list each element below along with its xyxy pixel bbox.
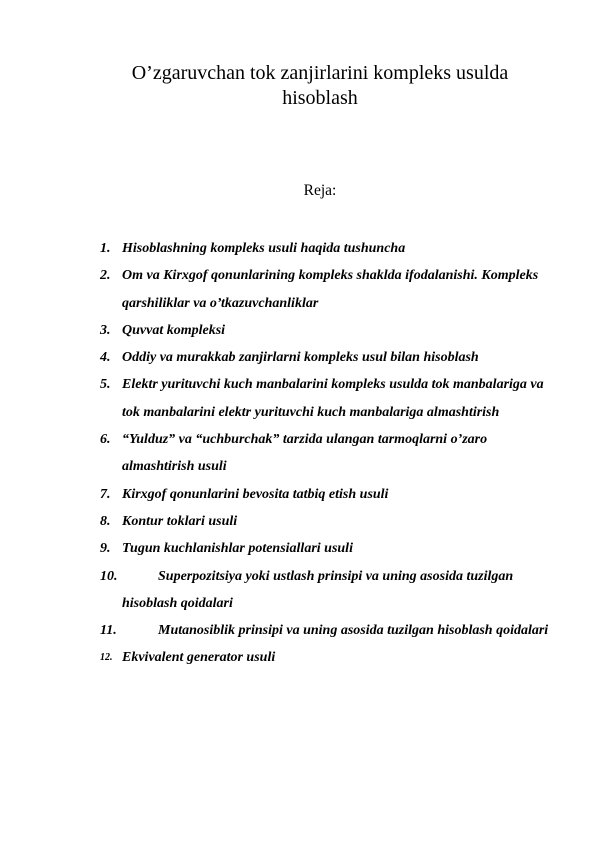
plan-item-text: Kontur toklari usuli [122, 513, 238, 529]
plan-item [100, 371, 550, 426]
plan-list [100, 235, 550, 672]
plan-item-text: Tugun kuchlanishlar potensiallari usuli [122, 541, 353, 557]
plan-item-number: 5. [100, 377, 111, 393]
plan-item-number: 11. [100, 623, 117, 639]
plan-item [100, 262, 550, 317]
plan-item-number: 12. [100, 652, 113, 664]
plan-item-number: 6. [100, 432, 111, 448]
document-title: O’zgaruvchan tok zanjirlarini kompleks usulda hisoblash [131, 62, 509, 109]
plan-item [100, 235, 550, 262]
plan-item [100, 617, 550, 644]
plan-item-text: Superpozitsiya yoki ustlash prinsipi va uning asosida tuzilgan hisoblash qoidalari [122, 568, 514, 611]
plan-heading: Reja: [303, 182, 337, 199]
plan-item [100, 481, 550, 508]
plan-item-number: 4. [100, 350, 111, 366]
plan-item-number: 7. [100, 486, 111, 502]
plan-item [100, 344, 550, 371]
plan-item-number: 2. [100, 268, 111, 284]
plan-item [100, 508, 550, 535]
plan-item-text: Mutanosiblik prinsipi va uning asosida tuzilgan hisoblash qoidalari [158, 623, 549, 639]
plan-item-number: 10. [100, 568, 118, 584]
plan-item-text: “Yulduz” va “uchburchak” tarzida ulangan tarmoqlarni o’zaro almashtirish usuli [122, 432, 488, 475]
plan-item [100, 535, 550, 562]
plan-item [100, 317, 550, 344]
plan-item [100, 563, 550, 618]
plan-item-text: Oddiy va murakkab zanjirlarni kompleks usul bilan hisoblash [122, 350, 479, 366]
plan-item-text: Kirxgof qonunlarini bevosita tatbiq etish usuli [122, 486, 389, 502]
plan-item-text: Om va Kirxgof qonunlarining kompleks shaklda ifodalanishi. Kompleks qarshiliklar va o’tkazuvchanliklar [122, 268, 539, 311]
plan-item-text: Ekvivalent generator usuli [122, 650, 276, 666]
plan-item-number: 3. [100, 322, 111, 338]
plan-item-text: Quvvat kompleksi [122, 322, 226, 338]
plan-item-number: 8. [100, 513, 111, 529]
plan-item [100, 426, 550, 481]
plan-item-text: Elektr yurituvchi kuch manbalarini kompleks usulda tok manbalariga va tok manbalarini elektr yurituvchi kuch manbalariga almashtirish [122, 377, 544, 420]
plan-item [100, 644, 550, 671]
plan-item-number: 1. [100, 241, 111, 256]
plan-item-text: Hisoblashning kompleks usuli haqida tushuncha [122, 241, 406, 256]
plan-item-number: 9. [100, 541, 111, 557]
